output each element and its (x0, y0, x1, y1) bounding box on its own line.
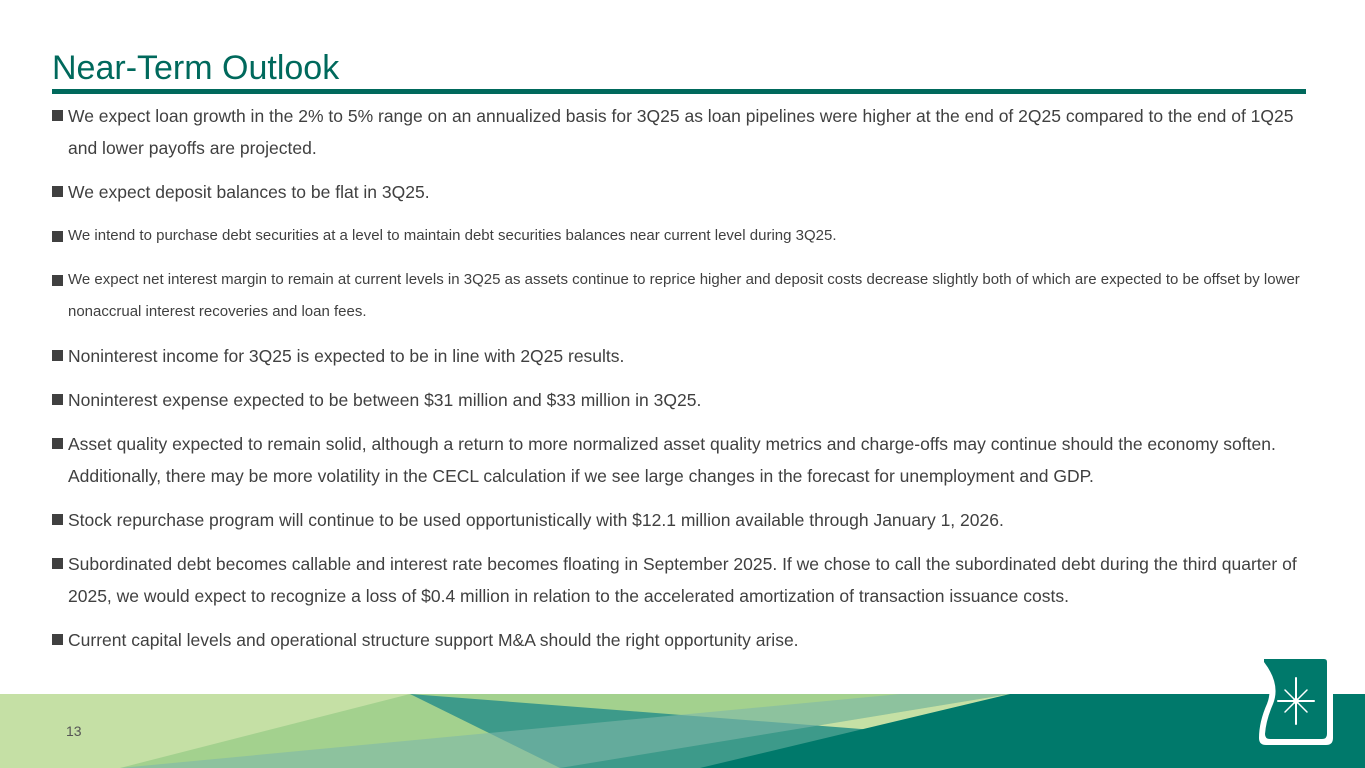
square-bullet-icon (52, 438, 63, 449)
bullet-list (52, 100, 1302, 656)
bullet-text: We expect net interest margin to remain at current levels in 3Q25 as assets continue to reprice higher and deposit costs decrease slightly both of which are expected to be offset by lower nonaccrual interest recoveries and loan fees. (68, 271, 1300, 320)
slide-title: Near-Term Outlook (52, 49, 340, 87)
square-bullet-icon (52, 558, 63, 569)
square-bullet-icon (52, 634, 63, 645)
bullet-item (52, 548, 1302, 612)
square-bullet-icon (52, 186, 63, 197)
bullet-text: Current capital levels and operational structure support M&A should the right opportunity arise. (68, 630, 799, 650)
bullet-text: Asset quality expected to remain solid, although a return to more normalized asset quality metrics and charge-offs may continue should the economy soften. Additionally, there may be more volatility in the CECL calculation if we see large changes in the forecast for unemployment and GDP. (68, 434, 1276, 486)
bullet-text: Subordinated debt becomes callable and interest rate becomes floating in September 2025. If we chose to call the subordinated debt during the third quarter of 2025, we would expect to recognize a loss of $0.4 million in relation to the accelerated amortization of transaction issuance costs. (68, 554, 1297, 606)
square-bullet-icon (52, 110, 63, 121)
page-number: 13 (66, 723, 82, 739)
footer-decoration (0, 694, 1365, 768)
bullet-text: We expect deposit balances to be flat in 3Q25. (68, 182, 430, 202)
square-bullet-icon (52, 394, 63, 405)
title-underline (52, 89, 1306, 94)
square-bullet-icon (52, 350, 63, 361)
bullet-item (52, 100, 1302, 164)
square-bullet-icon (52, 231, 63, 242)
star-shield-logo-icon (1252, 652, 1334, 748)
bullet-item (52, 176, 1302, 208)
bullet-item (52, 384, 1302, 416)
square-bullet-icon (52, 514, 63, 525)
bullet-text: Noninterest expense expected to be between $31 million and $33 million in 3Q25. (68, 390, 702, 410)
bullet-text: Stock repurchase program will continue to be used opportunistically with $12.1 million available through January 1, 2026. (68, 510, 1004, 530)
bullet-text: Noninterest income for 3Q25 is expected to be in line with 2Q25 results. (68, 346, 625, 366)
bullet-text: We intend to purchase debt securities at a level to maintain debt securities balances near current level during 3Q25. (68, 227, 837, 244)
square-bullet-icon (52, 275, 63, 286)
bullet-item (52, 340, 1302, 372)
bullet-item (52, 504, 1302, 536)
bullet-item (52, 264, 1302, 328)
bullet-item (52, 624, 1302, 656)
bullet-text: We expect loan growth in the 2% to 5% range on an annualized basis for 3Q25 as loan pipelines were higher at the end of 2Q25 compared to the end of 1Q25 and lower payoffs are projected. (68, 106, 1294, 158)
bullet-item (52, 220, 1302, 252)
bullet-item (52, 428, 1302, 492)
